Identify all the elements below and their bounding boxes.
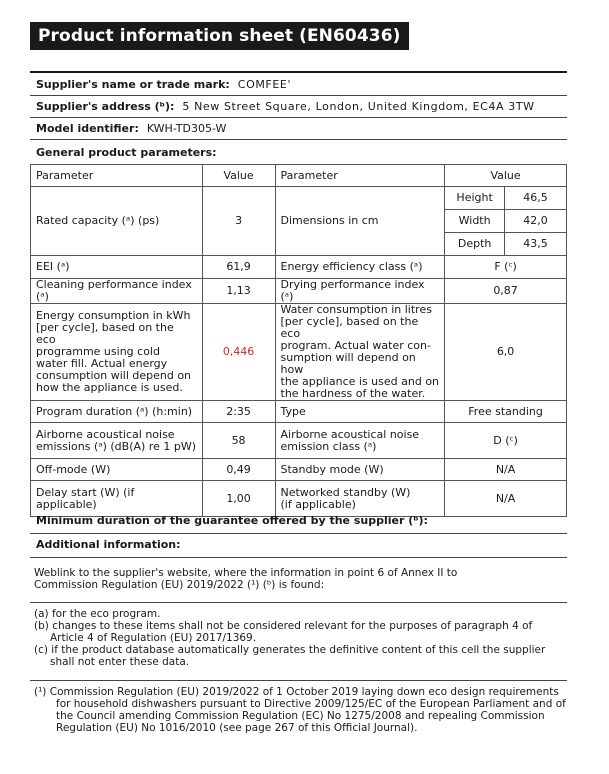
supplier-name-value: COMFEE' — [237, 78, 292, 91]
guarantee-heading: Minimum duration of the guarantee offered by the supplier (ᵇ): — [36, 514, 428, 527]
drying-label: Drying performance index (ᵃ) — [275, 279, 445, 304]
width-value: 42,0 — [505, 210, 567, 233]
weblink-text: Weblink to the supplier's website, where the information in point 6 of Annex II to Commission Regulation (EU) 2019/2022 (¹) (ᵇ) is found: — [34, 567, 458, 591]
height-value: 46,5 — [505, 187, 567, 210]
regulation-footnote: (¹) Commission Regulation (EU) 2019/2022 of 1 October 2019 laying down eco design requirements for household dishwashers pursuant to Directive 2009/125/EC of the European Parliament and of the Council amending Commission Regulation (EC) No 1275/2008 and repealing Commission Regulation (EU) No 1016/2010 (see page 267 of this Official Journal). — [34, 686, 566, 734]
eei-value: 61,9 — [202, 256, 275, 279]
header-parameter-2: Parameter — [275, 165, 445, 187]
table-row — [31, 187, 567, 210]
airborne-class-label: Airborne acoustical noise emission class (ᵃ) — [275, 423, 445, 459]
depth-value: 43,5 — [505, 233, 567, 256]
water-consumption-label: Water consumption in litres [per cycle], based on the eco program. Actual water con- sumption will depend on how the appliance is used and on the hardness of the water. — [275, 304, 445, 401]
program-duration-value: 2:35 — [202, 401, 275, 423]
off-mode-label: Off-mode (W) — [31, 459, 203, 481]
sheet-title: Product information sheet (EN60436) — [30, 22, 409, 50]
dimensions-label: Dimensions in cm — [275, 187, 445, 256]
footnote-c-cont: shall not enter these data. — [50, 656, 190, 668]
divider — [30, 557, 567, 558]
divider — [30, 533, 567, 534]
airborne-emissions-value: 58 — [202, 423, 275, 459]
energy-consumption-label: Energy consumption in kWh [per cycle], based on the eco programme using cold water fill. Actual energy consumption will depend on how the appliance is used. — [31, 304, 203, 401]
airborne-emissions-label: Airborne acoustical noise emissions (ᵃ) (dB(A) re 1 pW) — [31, 423, 203, 459]
table-row — [31, 279, 567, 304]
type-value: Free standing — [445, 401, 567, 423]
type-label: Type — [275, 401, 445, 423]
table-header-row — [31, 165, 567, 187]
footnote-c: (c) if the product database automatically generates the definitive content of this cell the supplier — [34, 644, 546, 656]
standby-label: Standby mode (W) — [275, 459, 445, 481]
standby-value: N/A — [445, 459, 567, 481]
footnote-b: (b) changes to these items shall not be considered relevant for the purposes of paragraph 4 of — [34, 620, 533, 632]
footnote-a: (a) for the eco program. — [34, 608, 161, 620]
drying-value: 0,87 — [445, 279, 567, 304]
model-identifier-label: Model identifier: — [36, 122, 139, 135]
supplier-name-row — [30, 74, 567, 96]
footnote-b-cont: Article 4 of Regulation (EU) 2017/1369. — [50, 632, 257, 644]
general-params-heading: General product parameters: — [36, 145, 217, 159]
additional-info-heading: Additional information: — [36, 538, 181, 551]
table-row — [31, 401, 567, 423]
rated-capacity-label: Rated capacity (ᵃ) (ps) — [31, 187, 203, 256]
eei-label: EEI (ᵃ) — [31, 256, 203, 279]
energy-consumption-value: 0,446 — [202, 304, 275, 401]
networked-standby-label: Networked standby (W) (if applicable) — [275, 481, 445, 517]
off-mode-value: 0,49 — [202, 459, 275, 481]
width-label: Width — [445, 210, 505, 233]
airborne-class-value: D (ᶜ) — [445, 423, 567, 459]
table-row — [31, 256, 567, 279]
supplier-address-label: Supplier's address (ᵇ): — [36, 100, 175, 113]
parameters-table — [30, 164, 567, 517]
cleaning-value: 1,13 — [202, 279, 275, 304]
energy-class-label: Energy efficiency class (ᵃ) — [275, 256, 445, 279]
energy-class-value: F (ᶜ) — [445, 256, 567, 279]
delay-start-label: Delay start (W) (if applicable) — [31, 481, 203, 517]
networked-standby-value: N/A — [445, 481, 567, 517]
rated-capacity-value: 3 — [202, 187, 275, 256]
footnotes — [30, 608, 567, 668]
title-divider — [30, 71, 567, 73]
model-identifier-row — [30, 118, 567, 140]
delay-start-value: 1,00 — [202, 481, 275, 517]
header-parameter: Parameter — [31, 165, 203, 187]
divider — [30, 680, 567, 681]
supplier-address-value: 5 New Street Square, London, United Kingdom, EC4A 3TW — [182, 100, 535, 113]
cleaning-label: Cleaning performance index (ᵃ) — [31, 279, 203, 304]
depth-label: Depth — [445, 233, 505, 256]
header-value: Value — [202, 165, 275, 187]
table-row — [31, 423, 567, 459]
program-duration-label: Program duration (ᵃ) (h:min) — [31, 401, 203, 423]
table-row — [31, 304, 567, 401]
model-identifier-value: KWH-TD305-W — [146, 122, 227, 135]
table-row — [31, 459, 567, 481]
supplier-name-label: Supplier's name or trade mark: — [36, 78, 230, 91]
divider — [30, 602, 567, 603]
height-label: Height — [445, 187, 505, 210]
header-value-2: Value — [445, 165, 567, 187]
table-row — [31, 481, 567, 517]
supplier-address-row — [30, 96, 567, 118]
water-consumption-value: 6,0 — [445, 304, 567, 401]
